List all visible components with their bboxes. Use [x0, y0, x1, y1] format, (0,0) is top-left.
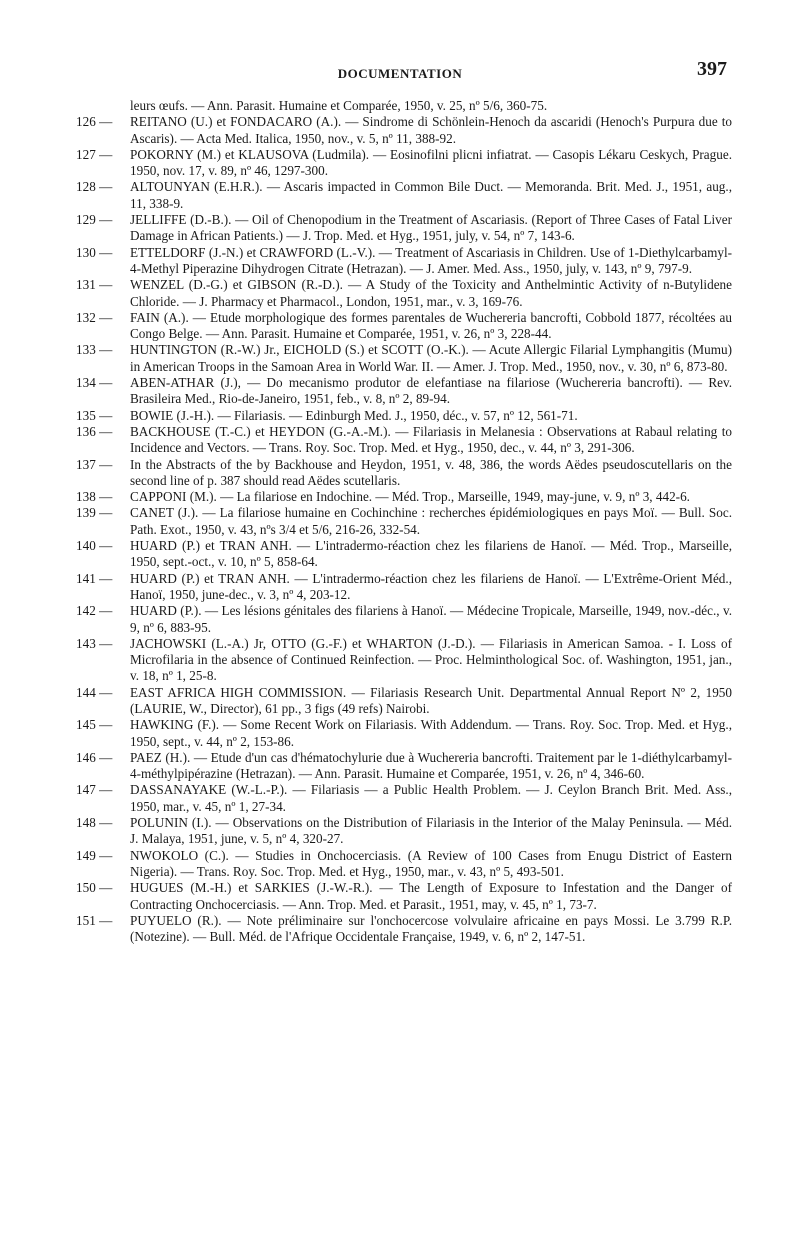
reference-text: FAIN (A.). — Etude morphologique des formes parentales de Wuchereria bancrofti, Cobbold 1877, récoltées au Congo Belge. — Ann. Parasit. Humaine et Comparée, 1951, v. 26, nº 3, 228-44. — [130, 309, 732, 342]
reference-text: DASSANAYAKE (W.-L.-P.). — Filariasis — a Public Health Problem. — J. Ceylon Branch Brit. Med. Ass., 1950, mar., v. 45, nº 1, 27-34. — [130, 782, 732, 814]
reference-number: 126 — — [76, 114, 113, 130]
reference-entry — [76, 408, 732, 424]
reference-entry — [76, 505, 732, 538]
reference-text: HUARD (P.) et TRAN ANH. — L'intradermo-réaction chez les filariens de Hanoï. — L'Extrême-Orient Méd., Hanoï, 1950, june-dec., v. 3, nº 4, 203-12. — [130, 570, 732, 602]
reference-text: HUARD (P.) et TRAN ANH. — L'intradermo-réaction chez les filariens de Hanoï. — Méd. Trop., Marseille, 1950, sept.-oct., v. 10, nº 5, 858-64. — [130, 538, 732, 570]
reference-list — [76, 98, 732, 945]
reference-entry — [76, 114, 732, 147]
reference-number: 150 — — [76, 880, 113, 896]
reference-entry — [76, 750, 732, 783]
reference-text: HUNTINGTON (R.-W.) Jr., EICHOLD (S.) et SCOTT (O.-K.). — Acute Allergic Filarial Lymphangitis (Mumu) in American Troops in the Samoan Area in World War. II. — Amer. J. Trop. Med., 1950, nov., v. 30, nº 6, 873-80. — [130, 342, 732, 374]
reference-text: POLUNIN (I.). — Observations on the Distribution of Filariasis in the Interior of the Malay Peninsula. — Méd. J. Malaya, 1951, june, v. 5, nº 4, 320-27. — [130, 815, 732, 847]
reference-number: 142 — — [76, 603, 113, 619]
reference-entry — [76, 375, 732, 408]
reference-number: 129 — — [76, 212, 113, 228]
reference-text: HUGUES (M.-H.) et SARKIES (J.-W.-R.). — The Length of Exposure to Infestation and the Danger of Contracting Onchocerciasis. — Ann. Trop. Med. et Parasit., 1951, may, v. 45, nº 1, 73-7. — [130, 880, 732, 912]
reference-number: 131 — — [76, 277, 113, 293]
reference-text: ALTOUNYAN (E.H.R.). — Ascaris impacted in Common Bile Duct. — Memoranda. Brit. Med. J., 1951, aug., 11, 338-9. — [130, 179, 732, 211]
reference-entry — [76, 848, 732, 881]
reference-text: In the Abstracts of the by Backhouse and Heydon, 1951, v. 48, 386, the words Aëdes pseudoscutellaris on the second line of p. 387 should read Aëdes scutellaris. — [130, 456, 732, 488]
reference-entry — [76, 212, 732, 245]
reference-number: 151 — — [76, 912, 113, 928]
reference-text: leurs œufs. — Ann. Parasit. Humaine et Comparée, 1950, v. 25, nº 5/6, 360-75. — [130, 98, 548, 113]
reference-entry — [76, 913, 732, 946]
reference-text: JACHOWSKI (L.-A.) Jr, OTTO (G.-F.) et WHARTON (J.-D.). — Filariasis in American Samoa. - I. Loss of Microfilaria in the absence of Continued Reinfection. — Proc. Helminthological Soc. of. Washington, 1951, jan., v. 18, nº 1, 25-8. — [130, 635, 732, 684]
reference-entry — [76, 815, 732, 848]
reference-text: PAEZ (H.). — Etude d'un cas d'hématochylurie due à Wuchereria bancrofti. Traitement par le 1-diéthylcarbamyl-4-méthylpipérazine (Hetrazan). — Ann. Parasit. Humaine et Comparée, 1951, v. 26, nº 4, 346-60. — [130, 749, 732, 782]
reference-text: HUARD (P.). — Les lésions génitales des filariens à Hanoï. — Médecine Tropicale, Marseille, 1949, nov.-déc., v. 9, nº 6, 883-95. — [130, 603, 732, 635]
reference-entry — [76, 424, 732, 457]
reference-number: 133 — — [76, 342, 113, 358]
reference-text: BOWIE (J.-H.). — Filariasis. — Edinburgh Med. J., 1950, déc., v. 57, nº 12, 561-71. — [130, 407, 578, 423]
reference-number: 130 — — [76, 244, 113, 260]
reference-entry — [76, 342, 732, 375]
reference-entry — [76, 603, 732, 636]
reference-text: CAPPONI (M.). — La filariose en Indochine. — Méd. Trop., Marseille, 1949, may-june, v. 9, nº 3, 442-6. — [130, 489, 690, 505]
reference-text: HAWKING (F.). — Some Recent Work on Filariasis. With Addendum. — Trans. Roy. Soc. Trop. Med. et Hyg., 1950, sept., v. 44, nº 2, 153-86. — [130, 717, 732, 749]
reference-text: NWOKOLO (C.). — Studies in Onchocerciasis. (A Review of 100 Cases from Enugu District of Eastern Nigeria). — Trans. Roy. Soc. Trop. Med. et Hyg., 1950, mar., v. 43, nº 5, 493-501. — [130, 847, 732, 879]
reference-text: CANET (J.). — La filariose humaine en Cochinchine : recherches épidémiologiques en pays Moï. — Bull. Soc. Path. Exot., 1950, v. 43, nºs 3/4 et 5/6, 216-26, 332-54. — [130, 505, 732, 537]
reference-number: 148 — — [76, 815, 113, 831]
reference-number: 138 — — [76, 489, 113, 505]
reference-number: 135 — — [76, 407, 113, 423]
reference-text: REITANO (U.) et FONDACARO (A.). — Sindrome di Schönlein-Henoch da ascaridi (Henoch's Purpura due to Ascaris). — Acta Med. Italica, 1950, nov., v. 5, nº 11, 388-92. — [130, 114, 732, 146]
reference-number: 127 — — [76, 146, 113, 162]
reference-entry — [76, 717, 732, 750]
reference-entry — [76, 538, 732, 571]
running-header: DOCUMENTATION — [337, 66, 463, 81]
reference-text: PUYUELO (R.). — Note préliminaire sur l'onchocercose volvulaire africaine en pays Mossi. Le 3.799 R.P. (Notezine). — Bull. Méd. de l'Afrique Occidentale Française, 1949, v. 6, nº 2, 147-51. — [130, 912, 732, 945]
reference-number: 141 — — [76, 570, 113, 586]
reference-text: POKORNY (M.) et KLAUSOVA (Ludmila). — Eosinofilni plicni infiatrat. — Casopis Lékaru Ceskych, Prague. 1950, nov. 17, v. 89, nº 46, 1297-300. — [130, 146, 732, 179]
reference-number: 149 — — [76, 847, 113, 863]
reference-entry — [76, 782, 732, 815]
reference-text: WENZEL (D.-G.) et GIBSON (R.-D.). — A Study of the Toxicity and Anthelmintic Activity of n-Butylidene Chloride. — J. Pharmacy et Pharmacol., London, 1951, mar., v. 3, 169-76. — [130, 277, 732, 309]
reference-number: 137 — — [76, 456, 113, 472]
reference-number: 139 — — [76, 505, 113, 521]
reference-entry — [76, 179, 732, 212]
reference-entry — [76, 277, 732, 310]
reference-text: JELLIFFE (D.-B.). — Oil of Chenopodium in the Treatment of Ascariasis. (Report of Three Cases of Fatal Liver Damage in African Patients.) — J. Trop. Med. et Hyg., 1951, july, v. 54, nº 7, 143-6. — [130, 212, 732, 244]
reference-entry — [76, 245, 732, 278]
reference-number: 128 — — [76, 179, 113, 195]
reference-entry — [76, 98, 732, 114]
page-number: 397 — [697, 58, 727, 80]
reference-entry — [76, 457, 732, 490]
reference-entry — [76, 489, 732, 505]
reference-text: ABEN-ATHAR (J.), — Do mecanismo produtor de elefantiase na filariose (Wuchereria bancrofti). — Rev. Brasileira Med., Rio-de-Janeiro, 1951, feb., v. 8, nº 2, 89-94. — [130, 375, 732, 407]
reference-entry — [76, 685, 732, 718]
reference-number: 132 — — [76, 309, 113, 325]
reference-number: 134 — — [76, 375, 113, 391]
reference-number: 146 — — [76, 749, 113, 765]
reference-entry — [76, 571, 732, 604]
reference-text: BACKHOUSE (T.-C.) et HEYDON (G.-A.-M.). — Filariasis in Melanesia : Observations at Rabaul relating to Incidence and Vectors. — Trans. Roy. Soc. Trop. Med. et Hyg., 1950, dec., v. 44, nº 3, 291-306. — [130, 423, 732, 456]
reference-entry — [76, 880, 732, 913]
reference-entry — [76, 147, 732, 180]
reference-number: 144 — — [76, 684, 113, 700]
reference-number: 147 — — [76, 782, 113, 798]
reference-number: 136 — — [76, 423, 113, 439]
reference-text: EAST AFRICA HIGH COMMISSION. — Filariasis Research Unit. Departmental Annual Report Nº 2, 1950 (LAURIE, W., Director), 61 pp., 3 figs (49 refs) Nairobi. — [130, 684, 732, 716]
reference-entry — [76, 310, 732, 343]
reference-number: 143 — — [76, 635, 113, 651]
reference-number: 145 — — [76, 717, 113, 733]
reference-entry — [76, 636, 732, 685]
reference-text: ETTELDORF (J.-N.) et CRAWFORD (L.-V.). — Treatment of Ascariasis in Children. Use of 1-Diethylcarbamyl-4-Methyl Piperazine Dihydrogen Citrate (Hetrazan). — J. Amer. Med. Ass., 1950, july, v. 143, nº 9, 797-9. — [130, 244, 732, 276]
reference-number: 140 — — [76, 538, 113, 554]
